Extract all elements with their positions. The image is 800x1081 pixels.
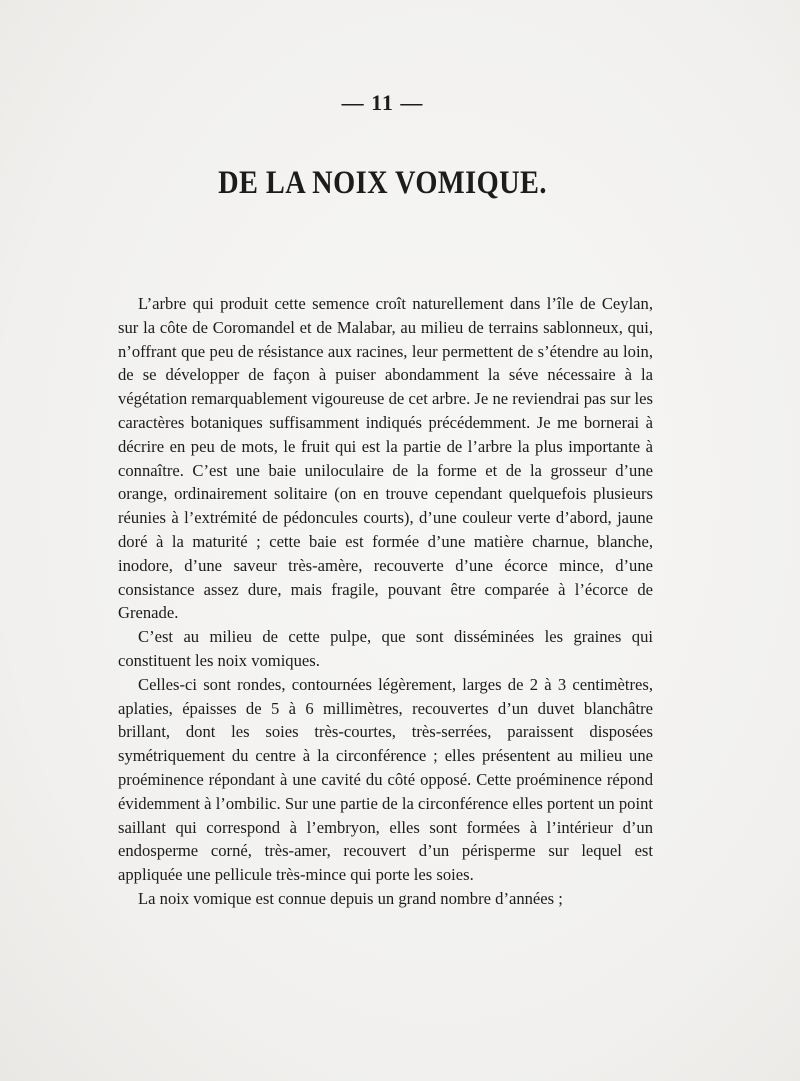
- page-number: — 11 —: [341, 90, 424, 115]
- paragraph: L’arbre qui produit cette semence croît naturellement dans l’île de Ceylan, sur la côte de Coromandel et de Malabar, au milieu de terrains sablonneux, qui, n’offrant que peu de résistance aux racines, leur permettent de s’étendre au loin, de se développer de façon à puiser abondamment la séve nécessaire à la végétation remarquablement vigoureuse de cet arbre. Je ne reviendrai pas sur les caractères botaniques suffisamment indiqués précédemment. Je me bornerai à décrire en peu de mots, le fruit qui est la partie de l’arbre la plus importante à connaître. C’est une baie uniloculaire de la forme et de la grosseur d’une orange, ordinairement solitaire (on en trouve cependant quelquefois plusieurs réunies à l’extrémité de pédoncules courts), d’une couleur verte d’abord, jaune doré à la maturité ; cette baie est formée d’une matière charnue, blanche, inodore, d’une saveur très-amère, recouverte d’une écorce mince, d’une consistance assez dure, mais fragile, pouvant être comparée à l’écorce de Grenade.: [118, 294, 653, 623]
- chapter-title: DE LA NOIX VOMIQUE.: [218, 165, 547, 201]
- paragraph: C’est au milieu de cette pulpe, que sont disséminées les graines qui constituent les noix vomiques.: [118, 627, 653, 670]
- body-text: [118, 292, 653, 911]
- paragraph: Celles-ci sont rondes, contournées légèrement, larges de 2 à 3 centimètres, aplaties, épaisses de 5 à 6 millimètres, recouvertes d’un duvet blanchâtre brillant, dont les soies très-courtes, très-serrées, paraissent disposées symétriquement du centre à la circonférence ; elles présentent au milieu une proéminence répondant à une cavité du côté opposé. Cette proéminence répond évidemment à l’ombilic. Sur une partie de la circonférence elles portent un point saillant qui correspond à l’embryon, elles sont formées à l’intérieur d’un endosperme corné, très-amer, recouvert d’un périsperme sur lequel est appliquée une pellicule très-mince qui porte les soies.: [118, 674, 653, 885]
- paragraph: La noix vomique est connue depuis un grand nombre d’années ;: [138, 888, 563, 908]
